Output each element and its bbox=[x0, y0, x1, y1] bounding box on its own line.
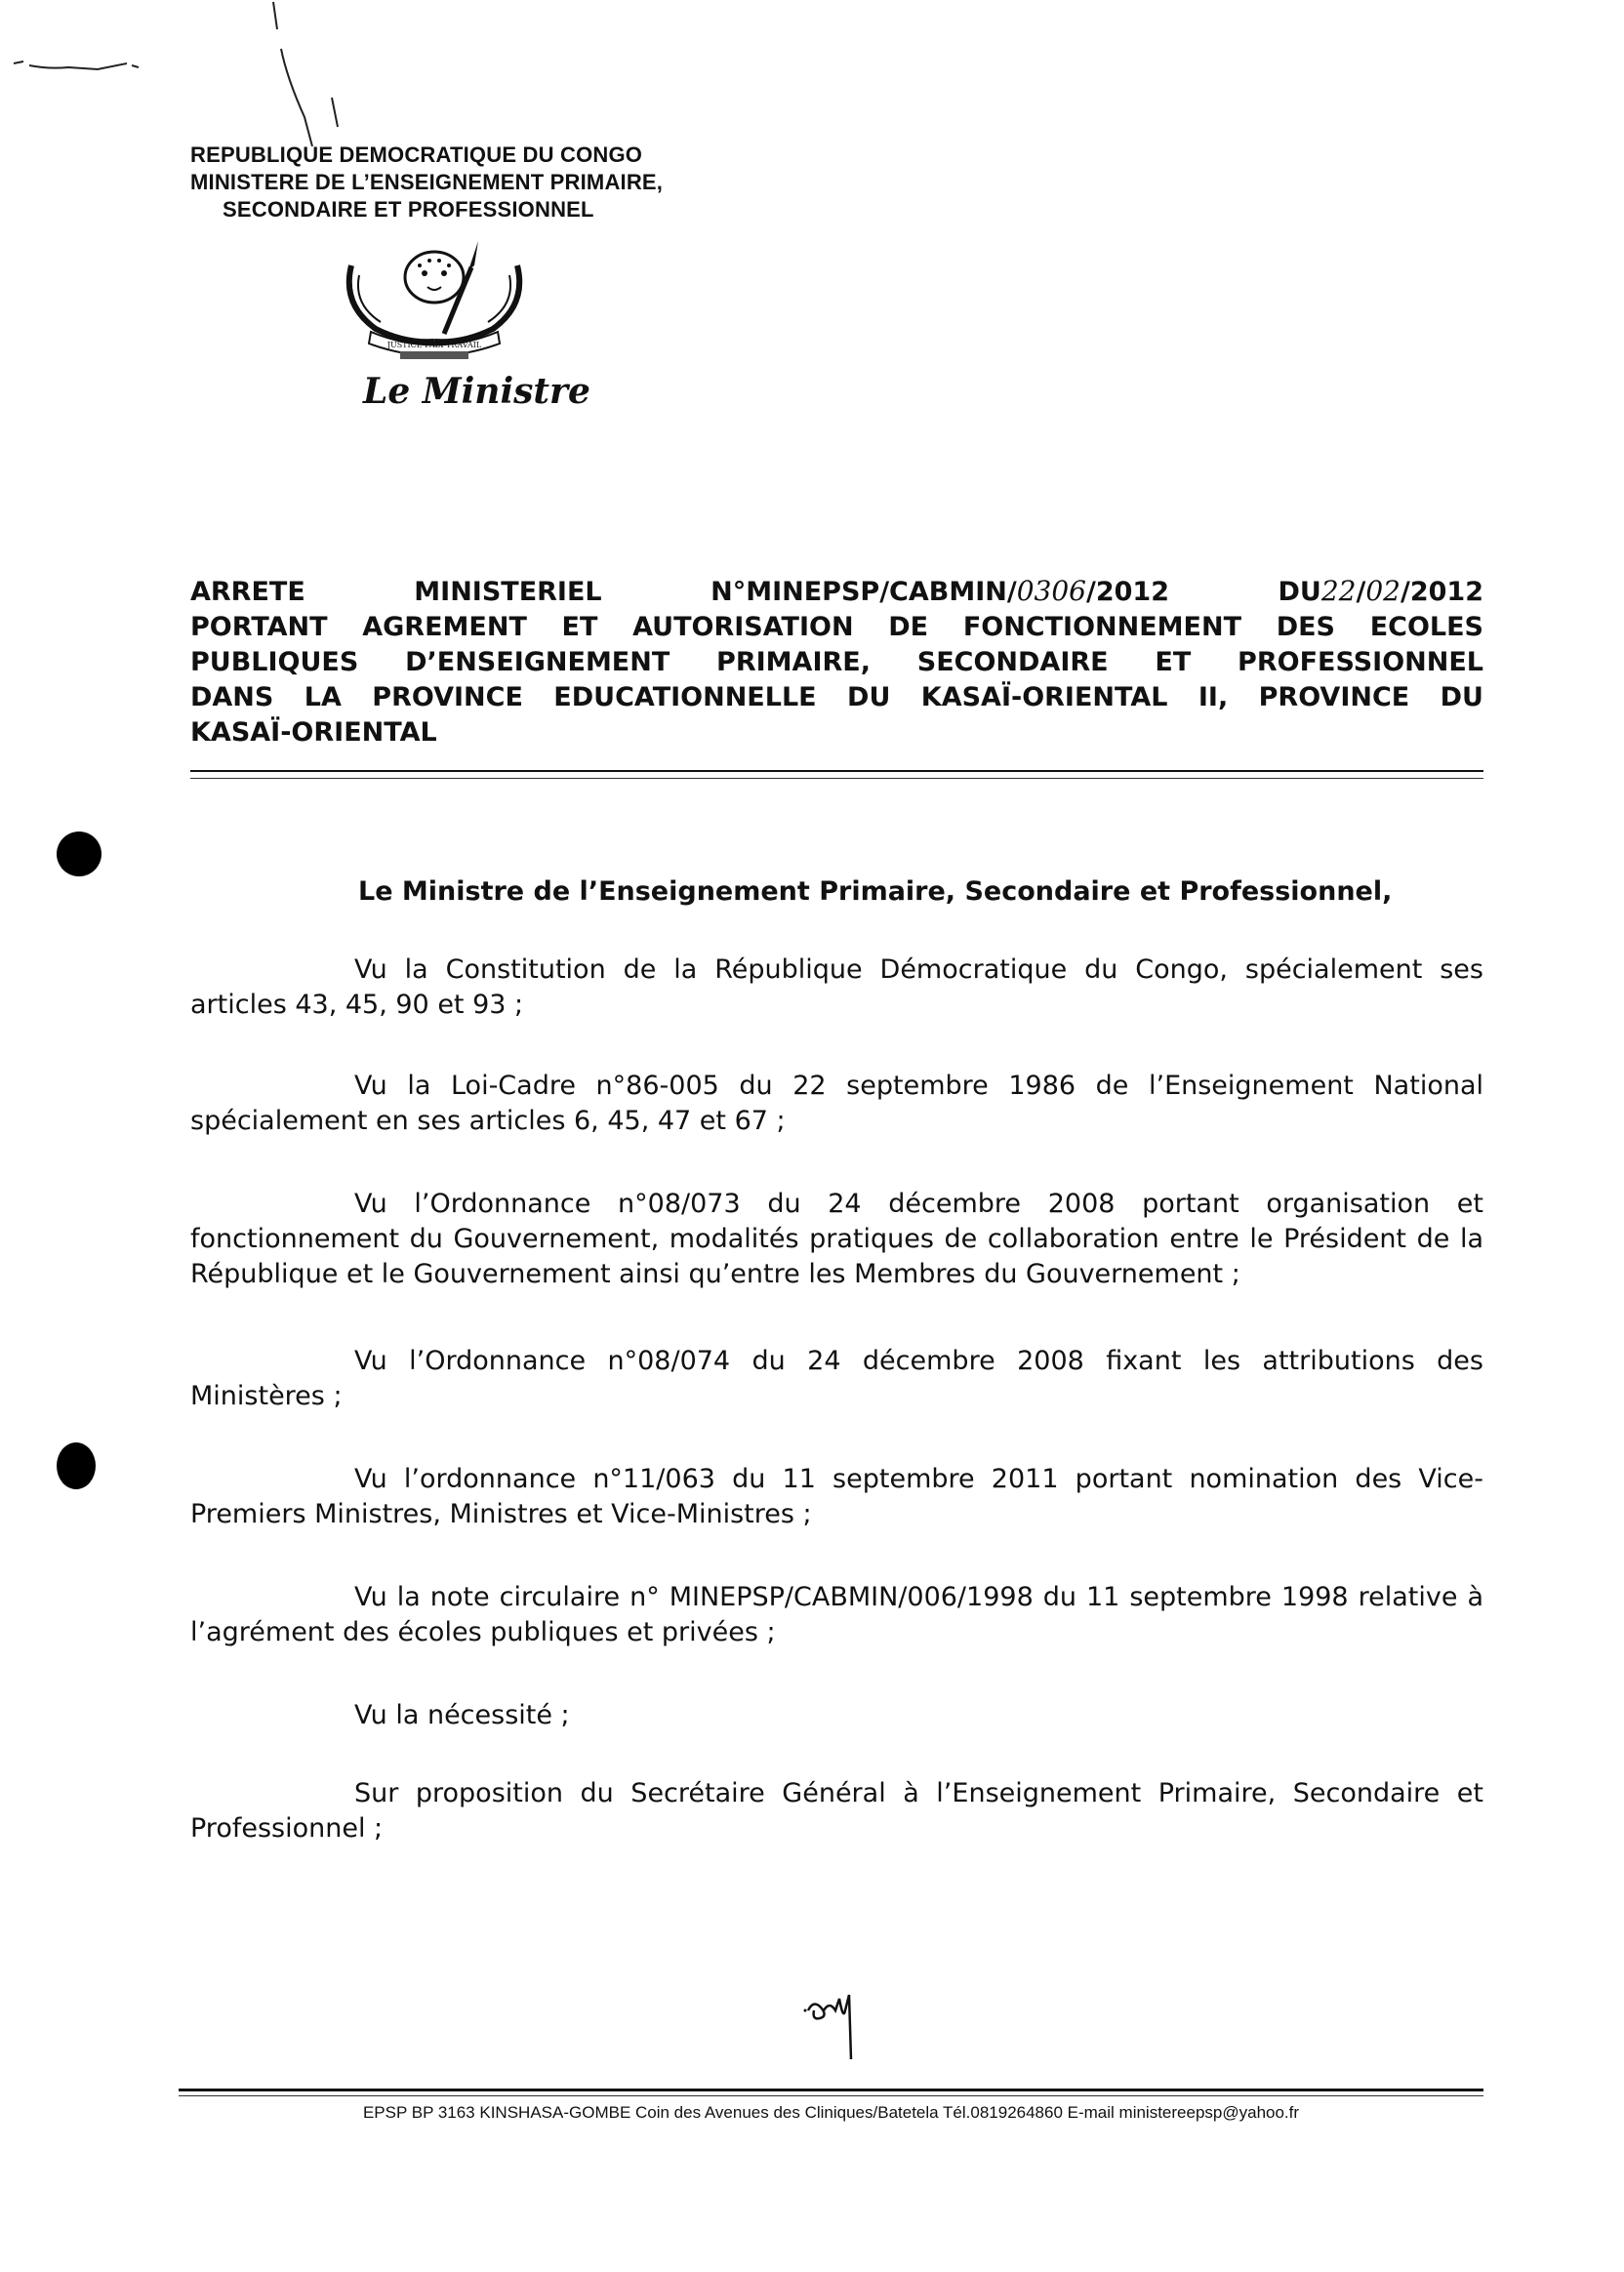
considerant-paragraph: Vu l’Ordonnance n°08/073 du 24 décembre 2008 portant organisation et fonctionnement du Gouvernement, modalités pratiques de collaboration entre le Président de la République et le Gouvernement ainsi qu’entre les Membres du Gouvernement ; bbox=[190, 1189, 1483, 1289]
decree-title-line-5: KASAÏ-ORIENTAL bbox=[190, 717, 437, 748]
decree-title-line-3: PUBLIQUES D’ENSEIGNEMENT PRIMAIRE, SECONDAIRE ET PROFESSIONNEL bbox=[190, 647, 1483, 677]
handwritten-decree-number: 0306 bbox=[1016, 575, 1086, 607]
header-ministry-continued: SECONDAIRE ET PROFESSIONNEL bbox=[223, 197, 594, 222]
scan-mark-top-left bbox=[10, 54, 146, 83]
handwritten-month: 02 bbox=[1365, 575, 1401, 607]
handwritten-initials bbox=[800, 1981, 878, 2069]
emblem-motto: JUSTICE PAIX TRAVAIL bbox=[386, 341, 482, 349]
title-underline-thin bbox=[190, 778, 1483, 779]
scan-stroke bbox=[264, 0, 351, 156]
minister-heading: Le Ministre bbox=[363, 371, 590, 412]
decree-title-line-4: DANS LA PROVINCE EDUCATIONNELLE DU KASAÏ-ORIENTAL II, PROVINCE DU bbox=[190, 682, 1483, 712]
punch-hole-mark bbox=[57, 832, 102, 876]
decree-title-line-2: PORTANT AGREMENT ET AUTORISATION DE FONCTIONNEMENT DES ECOLES bbox=[190, 612, 1483, 642]
considerant-paragraph: Vu l’Ordonnance n°08/074 du 24 décembre 2008 fixant les attributions des Ministères ; bbox=[190, 1346, 1483, 1411]
handwritten-day: 22 bbox=[1320, 575, 1357, 607]
considerant-paragraph: Vu la nécessité ; bbox=[354, 1700, 570, 1730]
considerant-paragraph: Vu la Constitution de la République Démocratique du Congo, spécialement ses articles 43, 45, 90 et 93 ; bbox=[190, 954, 1483, 1020]
header-country: REPUBLIQUE DEMOCRATIQUE DU CONGO bbox=[190, 142, 643, 167]
title-underline bbox=[190, 770, 1483, 772]
coat-of-arms-emblem bbox=[332, 236, 537, 363]
footer-rule bbox=[179, 2089, 1483, 2091]
considerant-paragraph: Vu la Loi-Cadre n°86-005 du 22 septembre 1986 de l’Enseignement National spécialement en ses articles 6, 45, 47 et 67 ; bbox=[190, 1071, 1483, 1136]
considerant-paragraph: Sur proposition du Secrétaire Général à l’Enseignement Primaire, Secondaire et Professionnel ; bbox=[190, 1778, 1483, 1844]
header-ministry: MINISTERE DE L’ENSEIGNEMENT PRIMAIRE, bbox=[190, 170, 664, 194]
footer-address: EPSP BP 3163 KINSHASA-GOMBE Coin des Avenues des Cliniques/Batetela Tél.0819264860 E-mail ministereepsp@yahoo.fr bbox=[362, 2103, 1300, 2122]
preamble-heading: Le Ministre de l’Enseignement Primaire, Secondaire et Professionnel, bbox=[358, 876, 1393, 907]
considerant-paragraph: Vu l’ordonnance n°11/063 du 11 septembre 2011 portant nomination des Vice-Premiers Ministres, Ministres et Vice-Ministres ; bbox=[190, 1464, 1483, 1529]
decree-title bbox=[190, 574, 1483, 751]
footer-rule-thin bbox=[179, 2095, 1483, 2096]
decree-title-line-1: ARRETE MINISTERIEL N°MINEPSP/CABMIN/0306/2012 DU22/02/2012 bbox=[190, 575, 1484, 607]
punch-hole-mark bbox=[57, 1442, 96, 1489]
considerant-paragraph: Vu la note circulaire n° MINEPSP/CABMIN/006/1998 du 11 septembre 1998 relative à l’agrément des écoles publiques et privées ; bbox=[190, 1582, 1483, 1647]
